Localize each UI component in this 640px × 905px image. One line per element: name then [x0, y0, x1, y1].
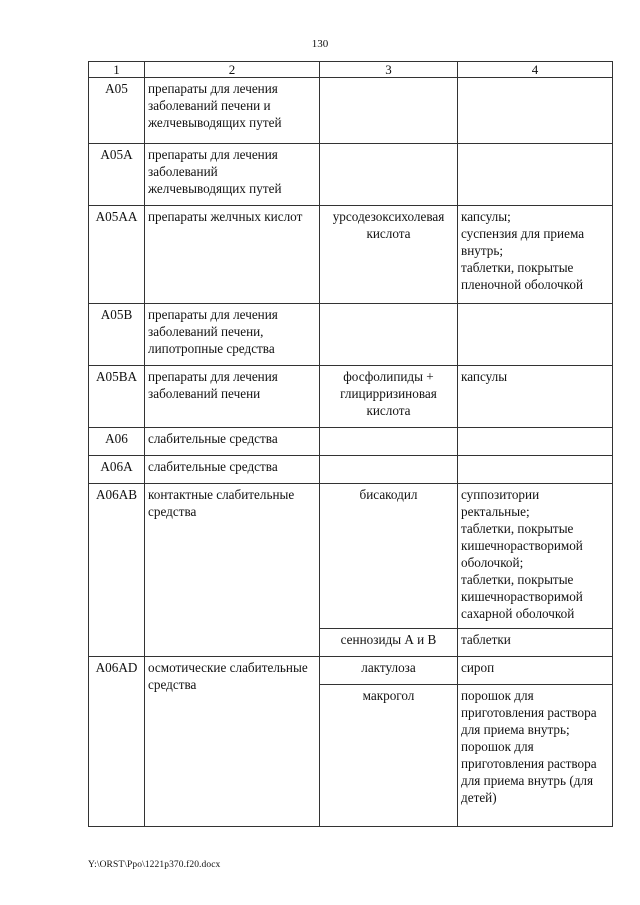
atc-code: A06AB: [89, 484, 145, 657]
table-row: [89, 456, 613, 484]
dosage-forms: [458, 428, 613, 456]
atc-code: A05BA: [89, 366, 145, 428]
dosage-forms: [458, 484, 613, 629]
dosage-forms: [458, 144, 613, 206]
page-number: 130: [311, 38, 329, 50]
table-row: [89, 206, 613, 304]
substance-name: [320, 304, 458, 366]
substance-name: бисакодил: [320, 484, 458, 629]
table-row: [89, 78, 613, 144]
dosage-forms: [458, 206, 613, 304]
atc-code: A06: [89, 428, 145, 456]
dosage-form: таблетки, покрытые пленочной оболочкой: [461, 260, 584, 292]
atc-code: A06A: [89, 456, 145, 484]
dosage-form: таблетки: [461, 632, 511, 647]
table-row: [89, 428, 613, 456]
group-name: препараты для лечения заболеваний желчевыводящих путей: [145, 144, 320, 206]
group-name: препараты для лечения заболеваний печени, липотропные средства: [145, 304, 320, 366]
table-row: [89, 484, 613, 629]
dosage-forms: [458, 456, 613, 484]
substance-name: [320, 428, 458, 456]
dosage-form: таблетки, покрытые кишечнорастворимой оболочкой;: [461, 521, 583, 570]
group-name: слабительные средства: [145, 456, 320, 484]
dosage-form: порошок для приготовления раствора для приема внутрь (для детей): [461, 739, 597, 805]
substance-name: урсодезоксихолевая кислота: [320, 206, 458, 304]
table-row: [89, 304, 613, 366]
table-header-row: [89, 62, 613, 78]
atc-code: A05B: [89, 304, 145, 366]
atc-code: A06AD: [89, 657, 145, 827]
dosage-forms: [458, 629, 613, 657]
substance-name: макрогол: [320, 685, 458, 827]
dosage-forms: [458, 366, 613, 428]
dosage-form: таблетки, покрытые кишечнорастворимой сахарной оболочкой: [461, 572, 583, 621]
substance-name: [320, 456, 458, 484]
substance-name: [320, 78, 458, 144]
table-row: [89, 366, 613, 428]
dosage-forms: [458, 304, 613, 366]
substance-name: лактулоза: [320, 657, 458, 685]
atc-code: A05: [89, 78, 145, 144]
group-name: контактные слабительные средства: [145, 484, 320, 657]
group-name: слабительные средства: [145, 428, 320, 456]
dosage-forms: [458, 657, 613, 685]
drug-table: [88, 61, 613, 827]
dosage-form: сироп: [461, 660, 495, 675]
dosage-form: капсулы: [461, 369, 508, 384]
column-header: 3: [320, 62, 458, 78]
dosage-forms: [458, 78, 613, 144]
dosage-form: капсулы;: [461, 209, 511, 224]
dosage-form: порошок для приготовления раствора для приема внутрь;: [461, 688, 597, 737]
dosage-form: суспензия для приема внутрь;: [461, 226, 585, 258]
group-name: препараты желчных кислот: [145, 206, 320, 304]
group-name: осмотические слабительные средства: [145, 657, 320, 827]
dosage-form: суппозитории ректальные;: [461, 487, 540, 519]
group-name: препараты для лечения заболеваний печени и желчевыводящих путей: [145, 78, 320, 144]
table-row: [89, 144, 613, 206]
substance-name: сеннозиды А и В: [320, 629, 458, 657]
atc-code: A05A: [89, 144, 145, 206]
column-header: 1: [89, 62, 145, 78]
substance-name: [320, 144, 458, 206]
table-row: [89, 657, 613, 685]
group-name: препараты для лечения заболеваний печени: [145, 366, 320, 428]
file-path-footer: Y:\ORST\Ppo\1221p370.f20.docx: [88, 860, 221, 870]
dosage-forms: [458, 685, 613, 827]
column-header: 4: [458, 62, 613, 78]
substance-name: фосфолипиды + глицирризиновая кислота: [320, 366, 458, 428]
column-header: 2: [145, 62, 320, 78]
atc-code: A05AA: [89, 206, 145, 304]
